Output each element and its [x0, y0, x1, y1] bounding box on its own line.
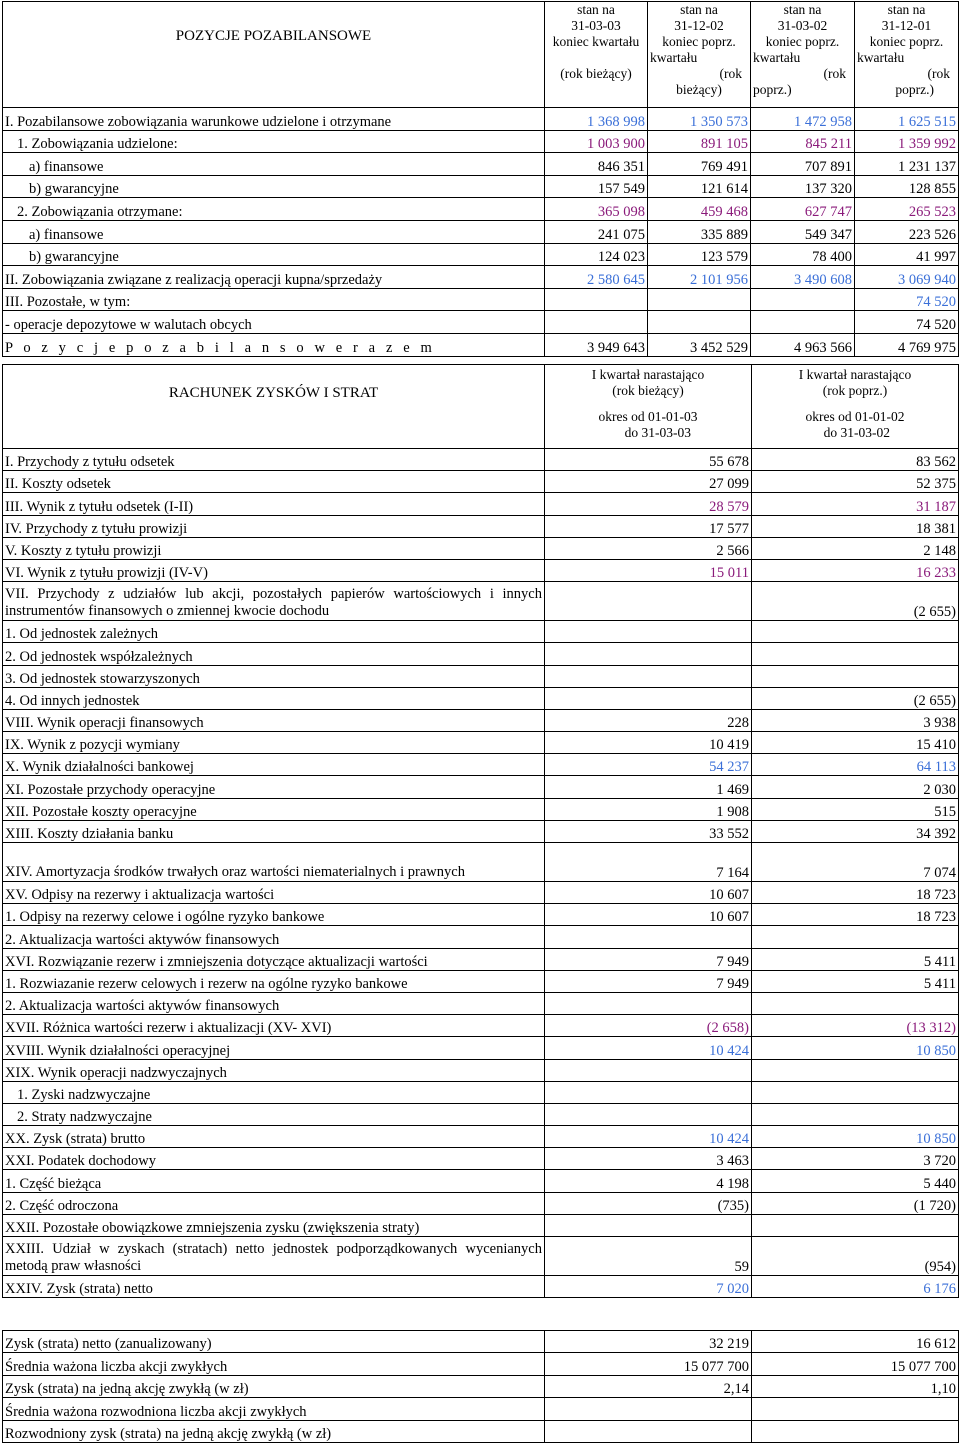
row-label: XII. Pozostałe koszty operacyjne — [3, 798, 545, 820]
row-value: 83 562 — [752, 449, 959, 471]
row-value: 3 938 — [752, 709, 959, 731]
table-row — [3, 198, 959, 221]
row-value: 55 678 — [545, 449, 752, 471]
row-value: 846 351 — [545, 153, 648, 176]
row-value: 123 579 — [648, 243, 751, 266]
row-value: 5 411 — [752, 970, 959, 992]
row-label: b) gwarancyjne — [3, 243, 545, 266]
row-value: 15 077 700 — [752, 1353, 959, 1375]
table-row — [3, 153, 959, 176]
row-value: 15 011 — [545, 559, 752, 581]
row-value: 74 520 — [855, 311, 959, 334]
table-row — [3, 948, 959, 970]
row-label: a) finansowe — [3, 153, 545, 176]
row-label: - operacje depozytowe w walutach obcych — [3, 311, 545, 334]
table-row — [3, 1081, 959, 1103]
table-row — [3, 665, 959, 687]
row-value: 78 400 — [751, 243, 855, 266]
table-row — [3, 175, 959, 198]
table-row — [3, 559, 959, 581]
row-value — [545, 582, 752, 621]
pnl-table — [2, 364, 959, 1298]
row-label: VIII. Wynik operacji finansowych — [3, 709, 545, 731]
row-value: 1 472 958 — [751, 108, 855, 131]
pnl-col-header: I kwartał narastająco (rok poprz.) okres od 01-01-02 do 31-03-02 — [752, 365, 959, 449]
row-value — [545, 665, 752, 687]
row-value — [751, 288, 855, 311]
row-value: 5 411 — [752, 948, 959, 970]
row-value — [545, 643, 752, 665]
row-value: 34 392 — [752, 820, 959, 842]
off-balance-title: POZYCJE POZABILANSOWE — [3, 2, 545, 108]
row-value: 1 368 998 — [545, 108, 648, 131]
off-balance-col-header: stan na 31-03-02 koniec poprz. kwartału (rok poprz.) — [751, 2, 855, 108]
table-row — [3, 643, 959, 665]
row-label: 1. Część bieżąca — [3, 1170, 545, 1192]
row-value — [752, 1059, 959, 1081]
row-label: 1. Zobowiązania udzielone: — [3, 130, 545, 153]
table-row — [3, 471, 959, 493]
row-value: 1 908 — [545, 798, 752, 820]
row-value: 3 069 940 — [855, 266, 959, 289]
row-value: 64 113 — [752, 754, 959, 776]
row-value: 10 607 — [545, 904, 752, 926]
table-row — [3, 820, 959, 842]
row-value: 128 855 — [855, 175, 959, 198]
row-value: 15 077 700 — [545, 1353, 752, 1375]
row-value — [752, 1103, 959, 1125]
table-row — [3, 1353, 959, 1375]
table-row — [3, 1398, 959, 1420]
row-value: 3 452 529 — [648, 333, 751, 356]
row-value — [545, 992, 752, 1014]
row-value — [545, 926, 752, 948]
row-value: 549 347 — [751, 220, 855, 243]
row-value: 2,14 — [545, 1375, 752, 1397]
row-value: (2 655) — [752, 687, 959, 709]
row-label: XVIII. Wynik działalności operacyjnej — [3, 1037, 545, 1059]
row-value: 32 219 — [545, 1331, 752, 1353]
row-label: b) gwarancyjne — [3, 175, 545, 198]
row-value: (735) — [545, 1192, 752, 1214]
row-value: 265 523 — [855, 198, 959, 221]
row-label: XIX. Wynik operacji nadzwyczajnych — [3, 1059, 545, 1081]
row-value — [545, 1398, 752, 1420]
row-label: XIII. Koszty działania banku — [3, 820, 545, 842]
row-value: 31 187 — [752, 493, 959, 515]
row-value: 1,10 — [752, 1375, 959, 1397]
pnl-col-header: I kwartał narastająco (rok bieżący) okres od 01-01-03 do 31-03-03 — [545, 365, 752, 449]
row-value: 33 552 — [545, 820, 752, 842]
row-label: Średnia ważona rozwodniona liczba akcji zwykłych — [3, 1398, 545, 1420]
row-value: 1 359 992 — [855, 130, 959, 153]
table-row — [3, 243, 959, 266]
row-label: II. Zobowiązania związane z realizacją operacji kupna/sprzedaży — [3, 266, 545, 289]
row-value — [752, 926, 959, 948]
row-value: 2 101 956 — [648, 266, 751, 289]
row-value: 4 198 — [545, 1170, 752, 1192]
row-value — [752, 1081, 959, 1103]
row-value: 3 949 643 — [545, 333, 648, 356]
row-label: IV. Przychody z tytułu prowizji — [3, 515, 545, 537]
table-row — [3, 288, 959, 311]
row-value: 335 889 — [648, 220, 751, 243]
row-label: 2. Aktualizacja wartości aktywów finansowych — [3, 926, 545, 948]
row-value: 627 747 — [751, 198, 855, 221]
row-value — [545, 1103, 752, 1125]
table-row — [3, 1237, 959, 1276]
row-value — [752, 1214, 959, 1236]
row-value: 769 491 — [648, 153, 751, 176]
row-value: 515 — [752, 798, 959, 820]
row-value: 1 469 — [545, 776, 752, 798]
off-balance-col-header: stan na 31-12-02 koniec poprz. kwartału (rok bieżący) — [648, 2, 751, 108]
row-value: 2 580 645 — [545, 266, 648, 289]
table-row — [3, 1059, 959, 1081]
row-value — [545, 1214, 752, 1236]
row-label: Rozwodniony zysk (strata) na jedną akcję zwykłą (w zł) — [3, 1420, 545, 1442]
row-label: VI. Wynik z tytułu prowizji (IV-V) — [3, 559, 545, 581]
row-value: 2 566 — [545, 537, 752, 559]
table-row — [3, 798, 959, 820]
row-value: 17 577 — [545, 515, 752, 537]
row-value — [545, 1420, 752, 1442]
row-value: 10 424 — [545, 1037, 752, 1059]
row-label: XV. Odpisy na rezerwy i aktualizacja wartości — [3, 882, 545, 904]
table-row — [3, 582, 959, 621]
row-value: 1 625 515 — [855, 108, 959, 131]
table-row — [3, 1331, 959, 1353]
row-value: 121 614 — [648, 175, 751, 198]
row-value: 2 030 — [752, 776, 959, 798]
row-value: 707 891 — [751, 153, 855, 176]
table-row — [3, 1214, 959, 1236]
row-label: III. Pozostałe, w tym: — [3, 288, 545, 311]
row-label: 1. Zyski nadzwyczajne — [3, 1081, 545, 1103]
off-balance-col-header: stan na 31-12-01 koniec poprz. kwartału (rok poprz.) — [855, 2, 959, 108]
row-value: 228 — [545, 709, 752, 731]
row-value: 16 233 — [752, 559, 959, 581]
row-value: (2 655) — [752, 582, 959, 621]
row-value: (2 658) — [545, 1015, 752, 1037]
table-row — [3, 1375, 959, 1397]
table-row — [3, 1276, 959, 1298]
row-value: 7 949 — [545, 948, 752, 970]
table-row — [3, 1015, 959, 1037]
row-value: (1 720) — [752, 1192, 959, 1214]
row-value — [545, 1081, 752, 1103]
table-row — [3, 130, 959, 153]
row-value — [648, 311, 751, 334]
row-value — [545, 288, 648, 311]
row-value — [545, 687, 752, 709]
row-label: XVII. Różnica wartości rezerw i aktualizacji (XV- XVI) — [3, 1015, 545, 1037]
row-label: Zysk (strata) netto (zanualizowany) — [3, 1331, 545, 1353]
row-label: 1. Od jednostek zależnych — [3, 621, 545, 643]
table-row — [3, 882, 959, 904]
row-value: 10 850 — [752, 1126, 959, 1148]
row-label: XIV. Amortyzacja środków trwałych oraz wartości niematerialnych i prawnych — [3, 843, 545, 882]
row-label: P o z y c j e p o z a b i l a n s o w e r a z e m — [3, 333, 545, 356]
row-value: 157 549 — [545, 175, 648, 198]
row-value: 365 098 — [545, 198, 648, 221]
row-value: 845 211 — [751, 130, 855, 153]
table-row — [3, 1192, 959, 1214]
row-value: 3 490 608 — [751, 266, 855, 289]
row-label: 2. Straty nadzwyczajne — [3, 1103, 545, 1125]
row-value — [752, 1398, 959, 1420]
row-value: 3 463 — [545, 1148, 752, 1170]
row-value: 18 723 — [752, 882, 959, 904]
pnl-title: RACHUNEK ZYSKÓW I STRAT — [3, 365, 545, 449]
table-row — [3, 621, 959, 643]
row-value: 7 949 — [545, 970, 752, 992]
row-value: (13 312) — [752, 1015, 959, 1037]
row-value: 891 105 — [648, 130, 751, 153]
table-row — [3, 754, 959, 776]
row-value: 54 237 — [545, 754, 752, 776]
row-label: 2. Od jednostek współzależnych — [3, 643, 545, 665]
row-value: 59 — [545, 1237, 752, 1276]
table-row — [3, 537, 959, 559]
row-label: I. Przychody z tytułu odsetek — [3, 449, 545, 471]
off-balance-table — [2, 1, 959, 357]
table-row — [3, 1420, 959, 1442]
row-value: 15 410 — [752, 732, 959, 754]
row-value: 7 020 — [545, 1276, 752, 1298]
table-row — [3, 1148, 959, 1170]
row-label: 1. Rozwiazanie rezerw celowych i rezerw na ogólne ryzyko bankowe — [3, 970, 545, 992]
row-value: 16 612 — [752, 1331, 959, 1353]
table-row — [3, 709, 959, 731]
row-value: 6 176 — [752, 1276, 959, 1298]
row-label: 2. Aktualizacja wartości aktywów finansowych — [3, 992, 545, 1014]
table-row — [3, 266, 959, 289]
row-value: 3 720 — [752, 1148, 959, 1170]
table-row — [3, 1170, 959, 1192]
row-label: 2. Część odroczona — [3, 1192, 545, 1214]
row-value: 137 320 — [751, 175, 855, 198]
row-value: 124 023 — [545, 243, 648, 266]
row-label: 4. Od innych jednostek — [3, 687, 545, 709]
row-value: 10 607 — [545, 882, 752, 904]
table-row — [3, 904, 959, 926]
row-value: 18 723 — [752, 904, 959, 926]
row-value — [752, 665, 959, 687]
row-label: XVI. Rozwiązanie rezerw i zmniejszenia dotyczące aktualizacji wartości — [3, 948, 545, 970]
table-row — [3, 992, 959, 1014]
row-label: XXI. Podatek dochodowy — [3, 1148, 545, 1170]
row-value: 241 075 — [545, 220, 648, 243]
row-label: XXIII. Udział w zyskach (stratach) netto jednostek podporządkowanych wycenianych metodą praw własności — [3, 1237, 545, 1276]
summary-table — [2, 1330, 959, 1443]
row-label: XXIV. Zysk (strata) netto — [3, 1276, 545, 1298]
row-value — [752, 621, 959, 643]
table-row — [3, 1037, 959, 1059]
table-row — [3, 843, 959, 882]
row-label: 2. Zobowiązania otrzymane: — [3, 198, 545, 221]
row-value: 52 375 — [752, 471, 959, 493]
row-label: III. Wynik z tytułu odsetek (I-II) — [3, 493, 545, 515]
table-row — [3, 493, 959, 515]
row-value: 1 350 573 — [648, 108, 751, 131]
row-label: VII. Przychody z udziałów lub akcji, pozostałych papierów wartościowych i innych instrumentów finansowych o zmiennej kwocie dochodu — [3, 582, 545, 621]
row-value: 5 440 — [752, 1170, 959, 1192]
row-value: 18 381 — [752, 515, 959, 537]
row-value: 1 231 137 — [855, 153, 959, 176]
table-row — [3, 333, 959, 356]
table-row — [3, 1126, 959, 1148]
row-label: XX. Zysk (strata) brutto — [3, 1126, 545, 1148]
table-row — [3, 970, 959, 992]
row-value: 41 997 — [855, 243, 959, 266]
row-value: 10 850 — [752, 1037, 959, 1059]
row-label: II. Koszty odsetek — [3, 471, 545, 493]
row-value — [648, 288, 751, 311]
row-label: a) finansowe — [3, 220, 545, 243]
row-label: Zysk (strata) na jedną akcję zwykłą (w zł) — [3, 1375, 545, 1397]
row-value: 27 099 — [545, 471, 752, 493]
table-row — [3, 220, 959, 243]
row-label: XXII. Pozostałe obowiązkowe zmniejszenia zysku (zwiększenia straty) — [3, 1214, 545, 1236]
table-row — [3, 732, 959, 754]
table-row — [3, 108, 959, 131]
row-value — [545, 1059, 752, 1081]
row-label: IX. Wynik z pozycji wymiany — [3, 732, 545, 754]
row-value: 4 769 975 — [855, 333, 959, 356]
table-row — [3, 449, 959, 471]
row-value: 1 003 900 — [545, 130, 648, 153]
row-label: 1. Odpisy na rezerwy celowe i ogólne ryzyko bankowe — [3, 904, 545, 926]
row-value — [751, 311, 855, 334]
row-label: I. Pozabilansowe zobowiązania warunkowe udzielone i otrzymane — [3, 108, 545, 131]
row-value: 10 419 — [545, 732, 752, 754]
row-label: Średnia ważona liczba akcji zwykłych — [3, 1353, 545, 1375]
row-value: 10 424 — [545, 1126, 752, 1148]
row-value: 2 148 — [752, 537, 959, 559]
row-label: V. Koszty z tytułu prowizji — [3, 537, 545, 559]
row-value — [545, 311, 648, 334]
table-row — [3, 515, 959, 537]
table-row — [3, 776, 959, 798]
row-value: 223 526 — [855, 220, 959, 243]
row-value: 4 963 566 — [751, 333, 855, 356]
row-value: 7 074 — [752, 843, 959, 882]
row-value: 74 520 — [855, 288, 959, 311]
table-row — [3, 311, 959, 334]
table-row — [3, 687, 959, 709]
row-value — [752, 643, 959, 665]
row-value: (954) — [752, 1237, 959, 1276]
row-value: 459 468 — [648, 198, 751, 221]
row-label: XI. Pozostałe przychody operacyjne — [3, 776, 545, 798]
row-value: 7 164 — [545, 843, 752, 882]
row-label: 3. Od jednostek stowarzyszonych — [3, 665, 545, 687]
row-value — [545, 621, 752, 643]
row-value — [752, 992, 959, 1014]
table-row — [3, 926, 959, 948]
row-value — [752, 1420, 959, 1442]
table-row — [3, 1103, 959, 1125]
row-label: X. Wynik działalności bankowej — [3, 754, 545, 776]
off-balance-col-header: stan na 31-03-03 koniec kwartału (rok bieżący) — [545, 2, 648, 108]
row-value: 28 579 — [545, 493, 752, 515]
